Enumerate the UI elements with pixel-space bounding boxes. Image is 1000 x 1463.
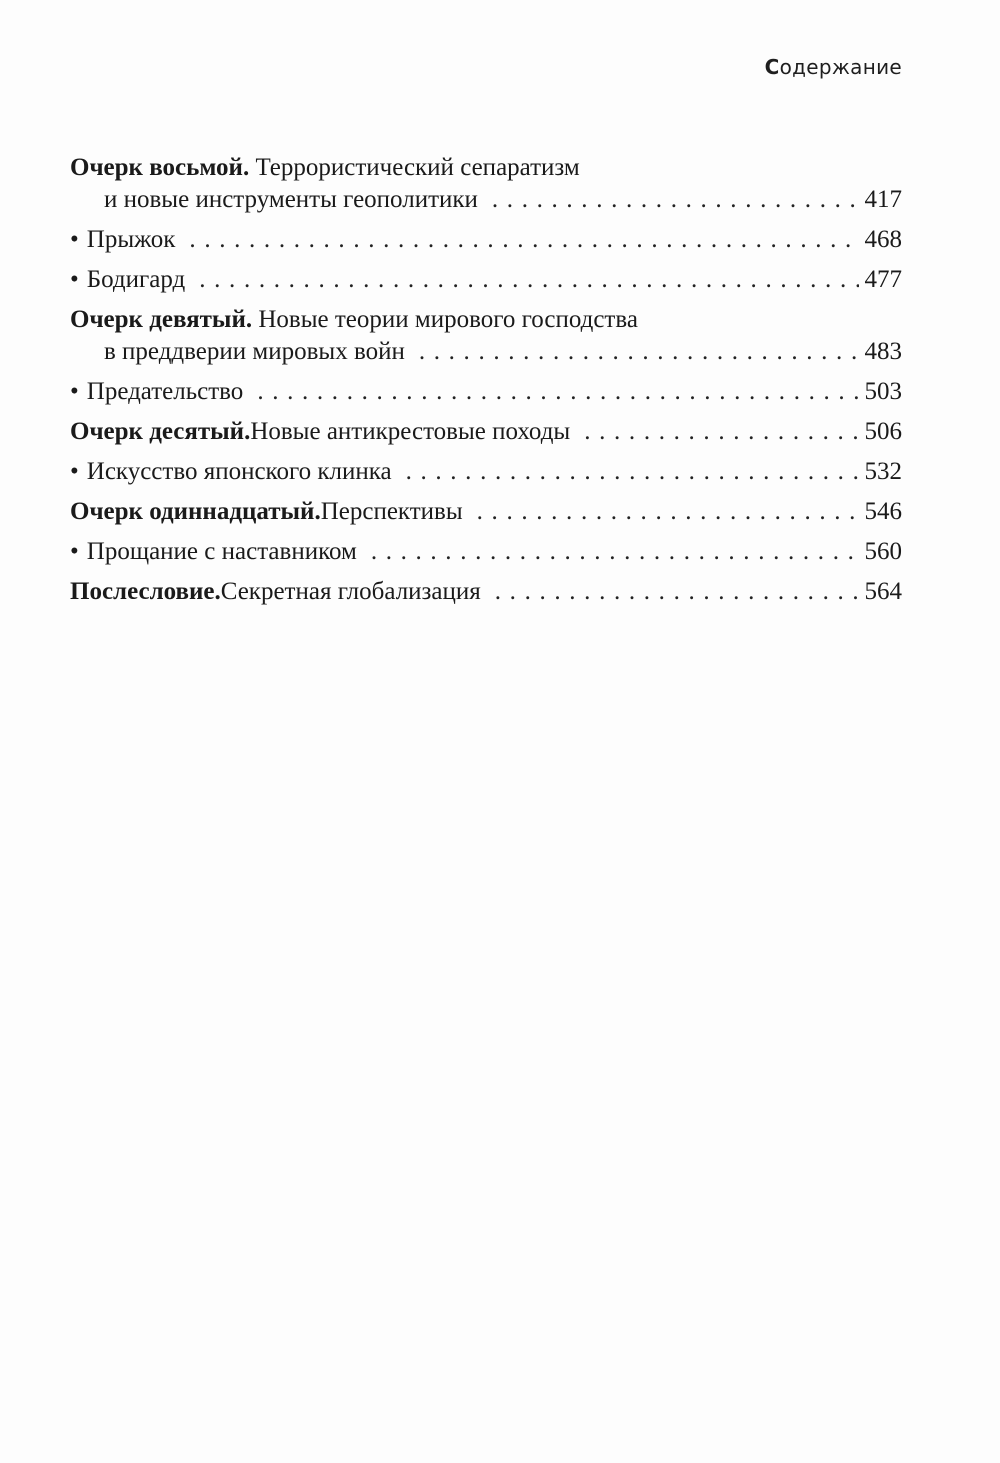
toc-entry-title: Секретная глобализация	[220, 578, 481, 605]
dot-leader	[257, 376, 858, 408]
toc-entry-title: Новые теории мирового господства	[252, 306, 638, 333]
toc-entry-line	[70, 376, 902, 408]
toc-entry-title-line	[70, 304, 902, 336]
bullet: •	[70, 538, 79, 565]
toc-entry-continuation: и новые инструменты геополитики	[104, 186, 478, 213]
table-of-contents	[70, 152, 902, 608]
toc-entry-line	[70, 576, 902, 608]
toc-entry-title: Перспективы	[320, 498, 463, 525]
toc-entry-title: Террористический сепаратизм	[249, 154, 580, 181]
toc-entry-section-jump	[70, 224, 902, 256]
toc-entry-chapter-label: Очерк девятый.	[70, 306, 253, 333]
toc-page-number: 560	[864, 538, 902, 565]
running-head-rest: одержание	[779, 55, 902, 79]
bullet: •	[70, 458, 79, 485]
toc-page-number: 546	[864, 498, 902, 525]
bullet: •	[70, 226, 79, 253]
toc-page-number: 477	[864, 266, 902, 293]
toc-entry-chapter-8	[70, 152, 902, 216]
dot-leader	[477, 496, 859, 528]
toc-page-number: 468	[864, 226, 902, 253]
toc-entry-title: Предательство	[86, 378, 244, 405]
toc-entry-line	[70, 416, 902, 448]
toc-entry-chapter-10	[70, 416, 902, 448]
dot-leader	[495, 576, 859, 608]
dot-leader	[189, 224, 858, 256]
dot-leader	[406, 456, 859, 488]
toc-entry-chapter-9	[70, 304, 902, 368]
toc-entry-continuation-line	[70, 336, 902, 368]
dot-leader	[492, 184, 859, 216]
toc-entry-section-betrayal	[70, 376, 902, 408]
toc-entry-title: Искусство японского клинка	[86, 458, 392, 485]
dot-leader	[584, 416, 858, 448]
bullet: •	[70, 378, 79, 405]
toc-entry-line	[70, 496, 902, 528]
toc-entry-line	[70, 536, 902, 568]
toc-entry-section-bodyguard	[70, 264, 902, 296]
toc-entry-continuation: в преддверии мировых войн	[104, 338, 405, 365]
toc-page-number: 564	[864, 578, 902, 605]
toc-entry-section-farewell	[70, 536, 902, 568]
toc-page-number: 417	[864, 186, 902, 213]
toc-entry-line	[70, 264, 902, 296]
toc-entry-title: Новые антикрестовые походы	[250, 418, 571, 445]
toc-entry-title: Прыжок	[86, 226, 176, 253]
running-head	[765, 55, 902, 79]
dot-leader	[371, 536, 859, 568]
toc-page-number: 483	[864, 338, 902, 365]
toc-entry-title: Бодигард	[86, 266, 186, 293]
toc-entry-chapter-label: Очерк десятый.	[70, 418, 251, 445]
toc-entry-line	[70, 456, 902, 488]
toc-entry-continuation-line	[70, 184, 902, 216]
toc-entry-title: Прощание с наставником	[86, 538, 357, 565]
toc-page-number: 503	[864, 378, 902, 405]
toc-page-number: 532	[864, 458, 902, 485]
toc-entry-chapter-label: Очерк одиннадцатый.	[70, 498, 321, 525]
bullet: •	[70, 266, 79, 293]
toc-entry-line	[70, 224, 902, 256]
toc-entry-chapter-label: Послесловие.	[70, 578, 221, 605]
dot-leader	[199, 264, 858, 296]
toc-page-number: 506	[864, 418, 902, 445]
toc-entry-title-line	[70, 152, 902, 184]
toc-entry-afterword	[70, 576, 902, 608]
running-head-initial: С	[764, 55, 780, 79]
toc-entry-chapter-11	[70, 496, 902, 528]
toc-entry-chapter-label: Очерк восьмой.	[70, 154, 250, 181]
toc-entry-section-japanese-blade	[70, 456, 902, 488]
dot-leader	[419, 336, 859, 368]
